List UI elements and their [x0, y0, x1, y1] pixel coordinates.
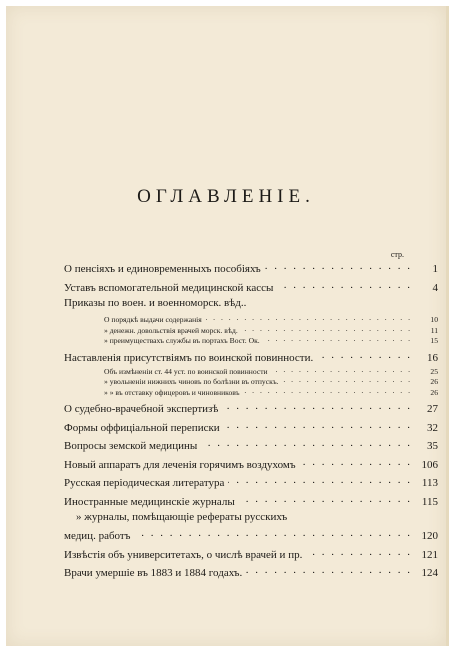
toc-entry: [64, 546, 438, 565]
toc-entry-page: 124: [421, 567, 438, 579]
leader-dots: [244, 386, 412, 395]
toc-entry-page: 1: [432, 263, 438, 275]
leader-dots: [283, 375, 412, 384]
toc-entry: [64, 349, 438, 365]
toc-entry-page: 26: [430, 377, 438, 386]
toc-entry-page: 113: [421, 477, 438, 489]
toc-subentry: [64, 386, 438, 397]
toc-entry: [64, 419, 438, 438]
toc-entry-title: Врачи умершіе въ 1883 и 1884 годахъ.: [64, 567, 243, 579]
toc-entry-title: » журналы, помѣщающіе рефераты русскихъ: [76, 511, 288, 523]
toc-subentry: [64, 313, 438, 324]
toc-entry-page: 115: [421, 495, 438, 508]
toc-entry-continued: [64, 511, 438, 527]
toc-entry-title: Иностранные медицинскіе журналы: [64, 495, 235, 508]
book-page: [6, 6, 449, 646]
toc-subentry: [64, 324, 438, 335]
toc-entry-title: Извѣстія объ университетахъ, о числѣ врачей и пр.: [64, 548, 303, 561]
toc-subentry: [64, 365, 438, 376]
toc-entry-page: 27: [427, 403, 438, 415]
toc-entry-page: 121: [421, 548, 438, 561]
leader-dots: [306, 546, 412, 558]
table-of-contents: [64, 260, 438, 583]
toc-entry-title: Новый аппаратъ для леченія горячимъ воздухомъ: [64, 458, 296, 471]
toc-entry-title: Наставленія присутствіямъ по воинской повинности.: [64, 351, 314, 364]
leader-dots: [134, 527, 412, 539]
toc-entry-title: Уставъ вспомогательной медицинской кассы: [64, 281, 274, 294]
leader-dots: [201, 437, 412, 449]
toc-entry-title: Формы оффиціальной переписки: [64, 421, 220, 434]
toc-entry-title: О судебно-врачебной экспертизѣ: [64, 403, 219, 415]
toc-entry-title: » преимуществахъ службы въ портахъ Вост. Ок.: [104, 336, 260, 345]
toc-entry-page: 32: [427, 421, 438, 434]
toc-entry-page: 16: [427, 351, 438, 364]
leader-dots: [222, 400, 412, 412]
leader-dots: [317, 349, 412, 361]
toc-entry: [64, 437, 438, 456]
leader-dots: [206, 313, 412, 322]
toc-entry-page: 120: [421, 530, 438, 542]
leader-dots: [272, 365, 412, 374]
toc-entry-title: Русская періодическая литература: [64, 477, 225, 489]
toc-entry-page: 106: [421, 458, 438, 471]
toc-subentry: [64, 375, 438, 386]
toc-entry-page: 10: [430, 315, 438, 324]
page-column-label: стр.: [390, 250, 404, 259]
toc-entry-page: 11: [430, 325, 438, 335]
leader-dots: [246, 564, 412, 576]
toc-entry: [64, 564, 438, 583]
toc-entry: [64, 456, 438, 475]
toc-entry-page: 35: [427, 440, 438, 452]
toc-entry-title: Объ измѣненіи ст. 44 уст. по воинской повинности: [104, 366, 268, 376]
leader-dots: [265, 260, 412, 272]
toc-entry: [64, 279, 438, 298]
toc-entry-page: 25: [430, 366, 438, 376]
toc-entry-title: » » въ отставку офицеровъ и чиновниковъ: [104, 387, 240, 397]
toc-entry: [64, 527, 438, 546]
leader-dots: [277, 279, 412, 291]
toc-subentry: [64, 334, 438, 345]
toc-entry: [64, 400, 438, 419]
toc-entry-page: 26: [430, 387, 438, 397]
toc-entry: [64, 493, 438, 512]
toc-entry-title: О порядкѣ выдачи содержанія: [104, 315, 202, 324]
leader-dots: [300, 456, 412, 468]
toc-entry-title: » увольненіи нижнихъ чиновъ по болѣзни въ отпускъ.: [104, 377, 279, 386]
toc-entry-title: Вопросы земской медицины: [64, 440, 198, 452]
toc-entry-title: » денежн. довольствія врачей морск. вѣд.: [104, 325, 238, 335]
toc-entry: [64, 474, 438, 493]
toc-entry-title: медиц. работъ: [64, 530, 131, 542]
toc-entry-title: Приказы по воен. и военноморск. вѣд..: [64, 297, 247, 309]
leader-dots: [228, 474, 412, 486]
page-title: ОГЛАВЛЕНІЕ.: [137, 186, 315, 207]
leader-dots: [264, 334, 412, 343]
toc-entry-page: 4: [432, 281, 438, 294]
toc-entry-title: О пенсіяхъ и единовременныхъ пособіяхъ: [64, 263, 261, 275]
toc-entry-page: 15: [430, 336, 438, 345]
leader-dots: [224, 419, 412, 431]
leader-dots: [242, 324, 412, 333]
leader-dots: [239, 493, 412, 505]
toc-entry: [64, 260, 438, 279]
toc-section-heading: [64, 297, 438, 313]
